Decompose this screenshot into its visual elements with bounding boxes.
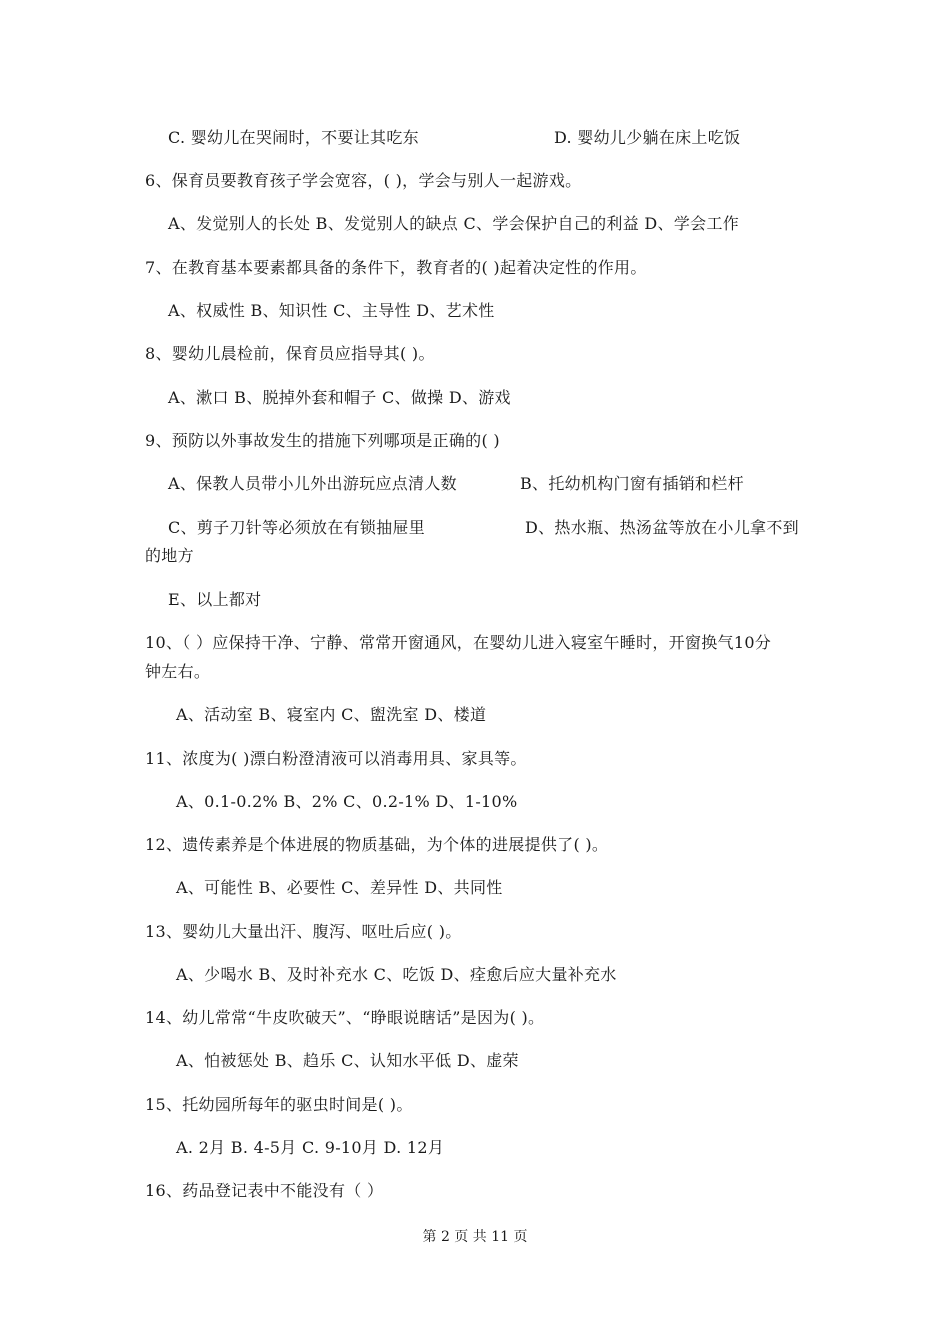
question-9-option-b: B、托幼机构门窗有插销和栏杆 [520,474,744,493]
q5-option-c: C. 婴幼儿在哭闹时，不要让其吃东 [168,128,419,147]
question-15-options: A. 2月 B. 4-5月 C. 9-10月 D. 12月 [176,1138,445,1157]
question-8: 8、婴幼儿晨检前，保育员应指导其( )。 [145,344,435,363]
question-11: 11、浓度为( )漂白粉澄清液可以消毒用具、家具等。 [145,749,527,768]
question-6-options: A、发觉别人的长处 B、发觉别人的缺点 C、学会保护自己的利益 D、学会工作 [168,214,740,233]
question-7-options: A、权威性 B、知识性 C、主导性 D、艺术性 [168,301,495,320]
question-15: 15、托幼园所每年的驱虫时间是( )。 [145,1095,413,1114]
question-10-options: A、活动室 B、寝室内 C、盥洗室 D、楼道 [176,705,487,724]
question-9: 9、预防以外事故发生的措施下列哪项是正确的( ) [145,431,500,450]
question-11-options: A、0.1-0.2% B、2% C、0.2-1% D、1-10% [176,792,518,811]
question-9-option-d-continued: 的地方 [145,546,194,565]
question-14: 14、幼儿常常“牛皮吹破天”、“睁眼说瞎话”是因为( )。 [145,1008,545,1027]
question-13: 13、婴幼儿大量出汗、腹泻、呕吐后应( )。 [145,922,462,941]
question-12: 12、遗传素养是个体进展的物质基础，为个体的进展提供了( )。 [145,835,609,854]
q5-option-d: D. 婴幼儿少躺在床上吃饭 [554,128,741,147]
question-14-options: A、怕被惩处 B、趋乐 C、认知水平低 D、虚荣 [176,1051,519,1070]
question-12-options: A、可能性 B、必要性 C、差异性 D、共同性 [176,878,503,897]
question-9-option-c: C、剪子刀针等必须放在有锁抽屉里 [168,518,426,537]
question-9-option-a: A、保教人员带小儿外出游玩应点清人数 [168,474,457,493]
question-7: 7、在教育基本要素都具备的条件下，教育者的( )起着决定性的作用。 [145,258,647,277]
question-13-options: A、少喝水 B、及时补充水 C、吃饭 D、痊愈后应大量补充水 [176,965,617,984]
question-10: 10、（ ）应保持干净、宁静、常常开窗通风，在婴幼儿进入寝室午睡时，开窗换气10分 [145,633,772,652]
question-9-option-e: E、以上都对 [168,590,262,609]
question-9-option-d: D、热水瓶、热汤盆等放在小儿拿不到 [525,518,799,537]
question-10-continued: 钟左右。 [145,662,211,681]
page-footer: 第 2 页 共 11 页 [422,1229,528,1245]
question-16: 16、药品登记表中不能没有（ ） [145,1181,384,1200]
question-8-options: A、漱口 B、脱掉外套和帽子 C、做操 D、游戏 [168,388,511,407]
question-6: 6、保育员要教育孩子学会宽容，( )，学会与别人一起游戏。 [145,171,582,190]
